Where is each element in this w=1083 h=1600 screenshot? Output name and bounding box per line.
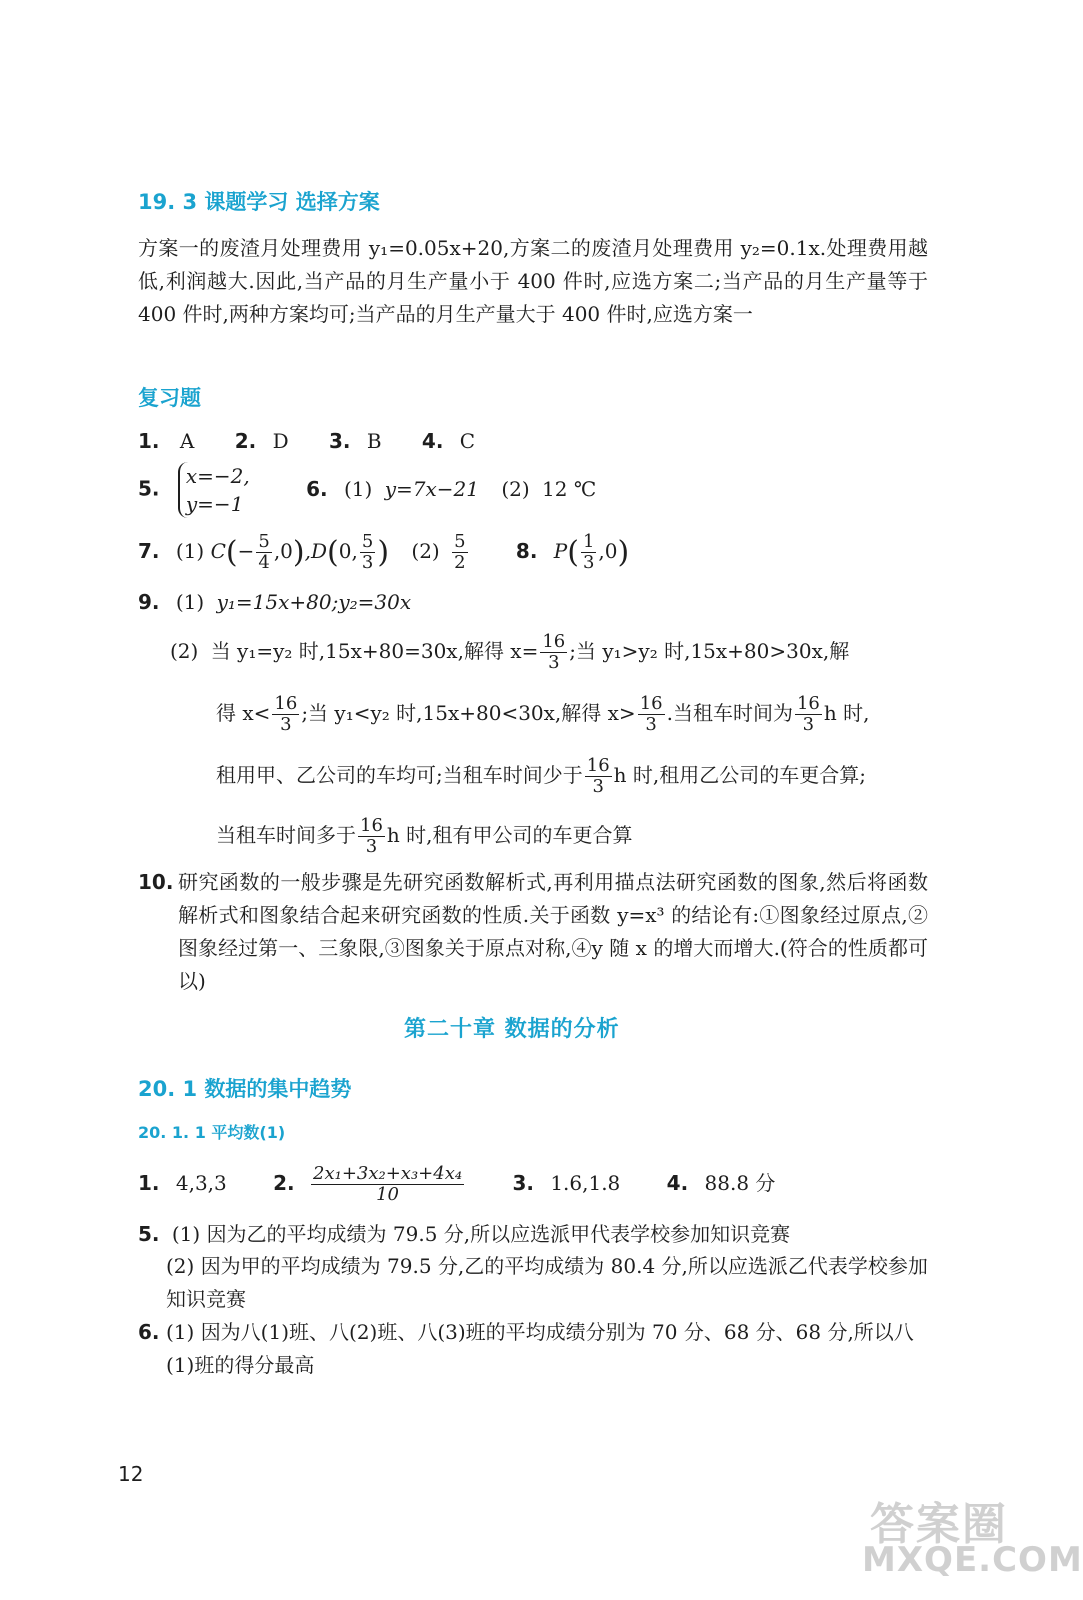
section-19-3-paragraph: 方案一的废渣月处理费用 y₁=0.05x+20,方案二的废渣月处理费用 y₂=0.1x.处理费用越低,利润越大.因此,当产品的月生产量小于 400 件时,应选方案二;当产品的月生产量等于 400 件时,两种方案均可;当产品的月生产量大于 400 件时,应选方案一 xyxy=(138,236,928,326)
section-heading-20-1: 20. 1 数据的集中趋势 xyxy=(138,1077,352,1101)
answer-10: 研究函数的一般步骤是先研究函数解析式,再利用描点法研究函数的图象,然后将函数解析式和图象结合起来研究函数的性质.关于函数 y=x³ 的结论有:①图象经过原点,②图象经过第一、三象限,③图象关于原点对称,④y 随 x 的增大而增大.(符合的性质都可以) xyxy=(178,870,928,993)
fraction: $\frac{5}{2}$ xyxy=(454,531,466,573)
review-heading: 复习题 xyxy=(138,386,201,410)
answer: 88.8 分 xyxy=(704,1171,776,1195)
paren: ( xyxy=(567,535,579,570)
answer: (1) 因为乙的平均成绩为 79.5 分,所以应选派甲代表学校参加知识竞赛 xyxy=(171,1222,791,1246)
section-heading-19-3: 19. 3 课题学习 选择方案 xyxy=(138,190,380,214)
review-row-9-1 xyxy=(138,586,411,619)
q-number: 1. xyxy=(138,429,160,453)
part-label: (2) xyxy=(411,539,440,563)
paren: ) xyxy=(617,535,630,570)
answer: 1.6,1.8 xyxy=(550,1171,621,1195)
text: 得 x< xyxy=(216,701,271,725)
part-label: (2) xyxy=(170,639,199,663)
q-number: 2. xyxy=(234,429,257,453)
review-row-9-2-line1 xyxy=(170,632,849,673)
point-label: C xyxy=(210,539,226,563)
point-label: ,D xyxy=(304,539,328,563)
text: 租用甲、乙公司的车均可;当租车时间少于 xyxy=(216,763,583,787)
coord: ,0 xyxy=(273,539,293,563)
review-row-1-4 xyxy=(138,425,475,458)
answer: C xyxy=(459,429,476,453)
text: 当 y₁=y₂ 时,15x+80=30x,解得 x= xyxy=(210,639,539,663)
point-label: P xyxy=(553,539,568,563)
fraction: $\frac{16}{3}$ xyxy=(274,693,298,735)
q-number: 8. xyxy=(515,539,538,563)
page-number: 12 xyxy=(118,1462,144,1486)
q-number: 5. xyxy=(138,476,160,501)
paren: ) xyxy=(292,535,305,570)
s201-row-5-1 xyxy=(138,1218,790,1251)
text: ;当 y₁>y₂ 时,15x+80>30x,解 xyxy=(569,639,850,663)
s201-row-6-1-label xyxy=(138,1316,160,1349)
text: h 时,租有甲公司的车更合算 xyxy=(386,823,633,847)
fraction: $\frac{16}{3}$ xyxy=(796,693,820,735)
text: .当租车时间为 xyxy=(666,701,793,725)
answer: A xyxy=(179,429,195,453)
q-number: 7. xyxy=(138,539,160,563)
text: h 时,租用乙公司的车更合算; xyxy=(613,763,866,787)
fraction: $\frac{1}{3}$ xyxy=(582,531,595,573)
q-number: 9. xyxy=(138,590,160,614)
answer: 4,3,3 xyxy=(175,1171,227,1195)
sign: − xyxy=(237,539,255,563)
fraction: $\frac{16}{3}$ xyxy=(542,631,566,673)
q-number: 10. xyxy=(138,870,174,894)
fraction: $\frac{16}{3}$ xyxy=(360,815,383,857)
review-row-7-8 xyxy=(138,532,629,573)
s201-row-1-4 xyxy=(138,1164,775,1205)
part-label: (1) xyxy=(175,539,205,563)
watermark-logo: 答案圈 xyxy=(870,1499,1008,1550)
part-label: (2) xyxy=(501,476,530,501)
review-row-9-2-line2 xyxy=(216,694,869,735)
q-number: 5. xyxy=(138,1222,160,1246)
fraction: $\frac{\text{2x₁+3x₂+x₃+4x₄}}{10}$ xyxy=(313,1163,463,1205)
answer: y=7x−21 xyxy=(384,476,479,501)
q-number: 4. xyxy=(421,429,444,453)
paren: ) xyxy=(377,535,390,570)
text: h 时, xyxy=(823,701,870,725)
subsection-heading-20-1-1: 20. 1. 1 平均数(1) xyxy=(138,1123,286,1142)
coord: 0, xyxy=(338,539,358,563)
q-number: 6. xyxy=(306,476,328,501)
answer: 12 ℃ xyxy=(542,476,597,501)
coord: ,0 xyxy=(598,539,618,563)
answer: D xyxy=(272,429,289,453)
q-number: 2. xyxy=(273,1171,295,1195)
s201-row-6-1: (1) 因为八(1)班、八(2)班、八(3)班的平均成绩分别为 70 分、68 分、68 分,所以八(1)班的得分最高 xyxy=(166,1320,914,1377)
text: ;当 y₁<y₂ 时,15x+80<30x,解得 x> xyxy=(301,701,636,725)
q-number: 1. xyxy=(138,1171,160,1195)
paren: ( xyxy=(225,535,238,570)
answer: B xyxy=(366,429,382,453)
q-number: 3. xyxy=(512,1171,534,1195)
equation-line: x=−2, xyxy=(185,464,250,488)
fraction: $\frac{16}{3}$ xyxy=(639,693,663,735)
q-number: 6. xyxy=(138,1320,160,1344)
text: 当租车时间多于 xyxy=(216,823,356,847)
paren: ( xyxy=(327,535,339,570)
equation-system xyxy=(178,462,250,518)
review-row-5-6 xyxy=(138,462,596,518)
chapter-title: 第二十章 数据的分析 xyxy=(404,1017,620,1042)
review-row-9-2-line4 xyxy=(216,816,633,857)
answer: y₁=15x+80;y₂=30x xyxy=(216,590,412,614)
equation-line: y=−1 xyxy=(185,492,244,516)
review-row-10 xyxy=(138,866,928,998)
q-number: 4. xyxy=(666,1171,689,1195)
fraction: $\frac{16}{3}$ xyxy=(586,755,610,797)
part-label: (1) xyxy=(175,590,205,614)
fraction: $\frac{5}{3}$ xyxy=(361,531,374,573)
part-label: (1) xyxy=(344,476,373,501)
q-number: 3. xyxy=(328,429,351,453)
s201-row-5-2: (2) 因为甲的平均成绩为 79.5 分,乙的平均成绩为 80.4 分,所以应选派乙代表学校参加知识竞赛 xyxy=(166,1254,928,1311)
fraction: $\frac{5}{4}$ xyxy=(258,531,270,573)
review-row-9-2-line3 xyxy=(216,756,866,797)
watermark-url: MXQE.COM xyxy=(862,1540,1083,1580)
